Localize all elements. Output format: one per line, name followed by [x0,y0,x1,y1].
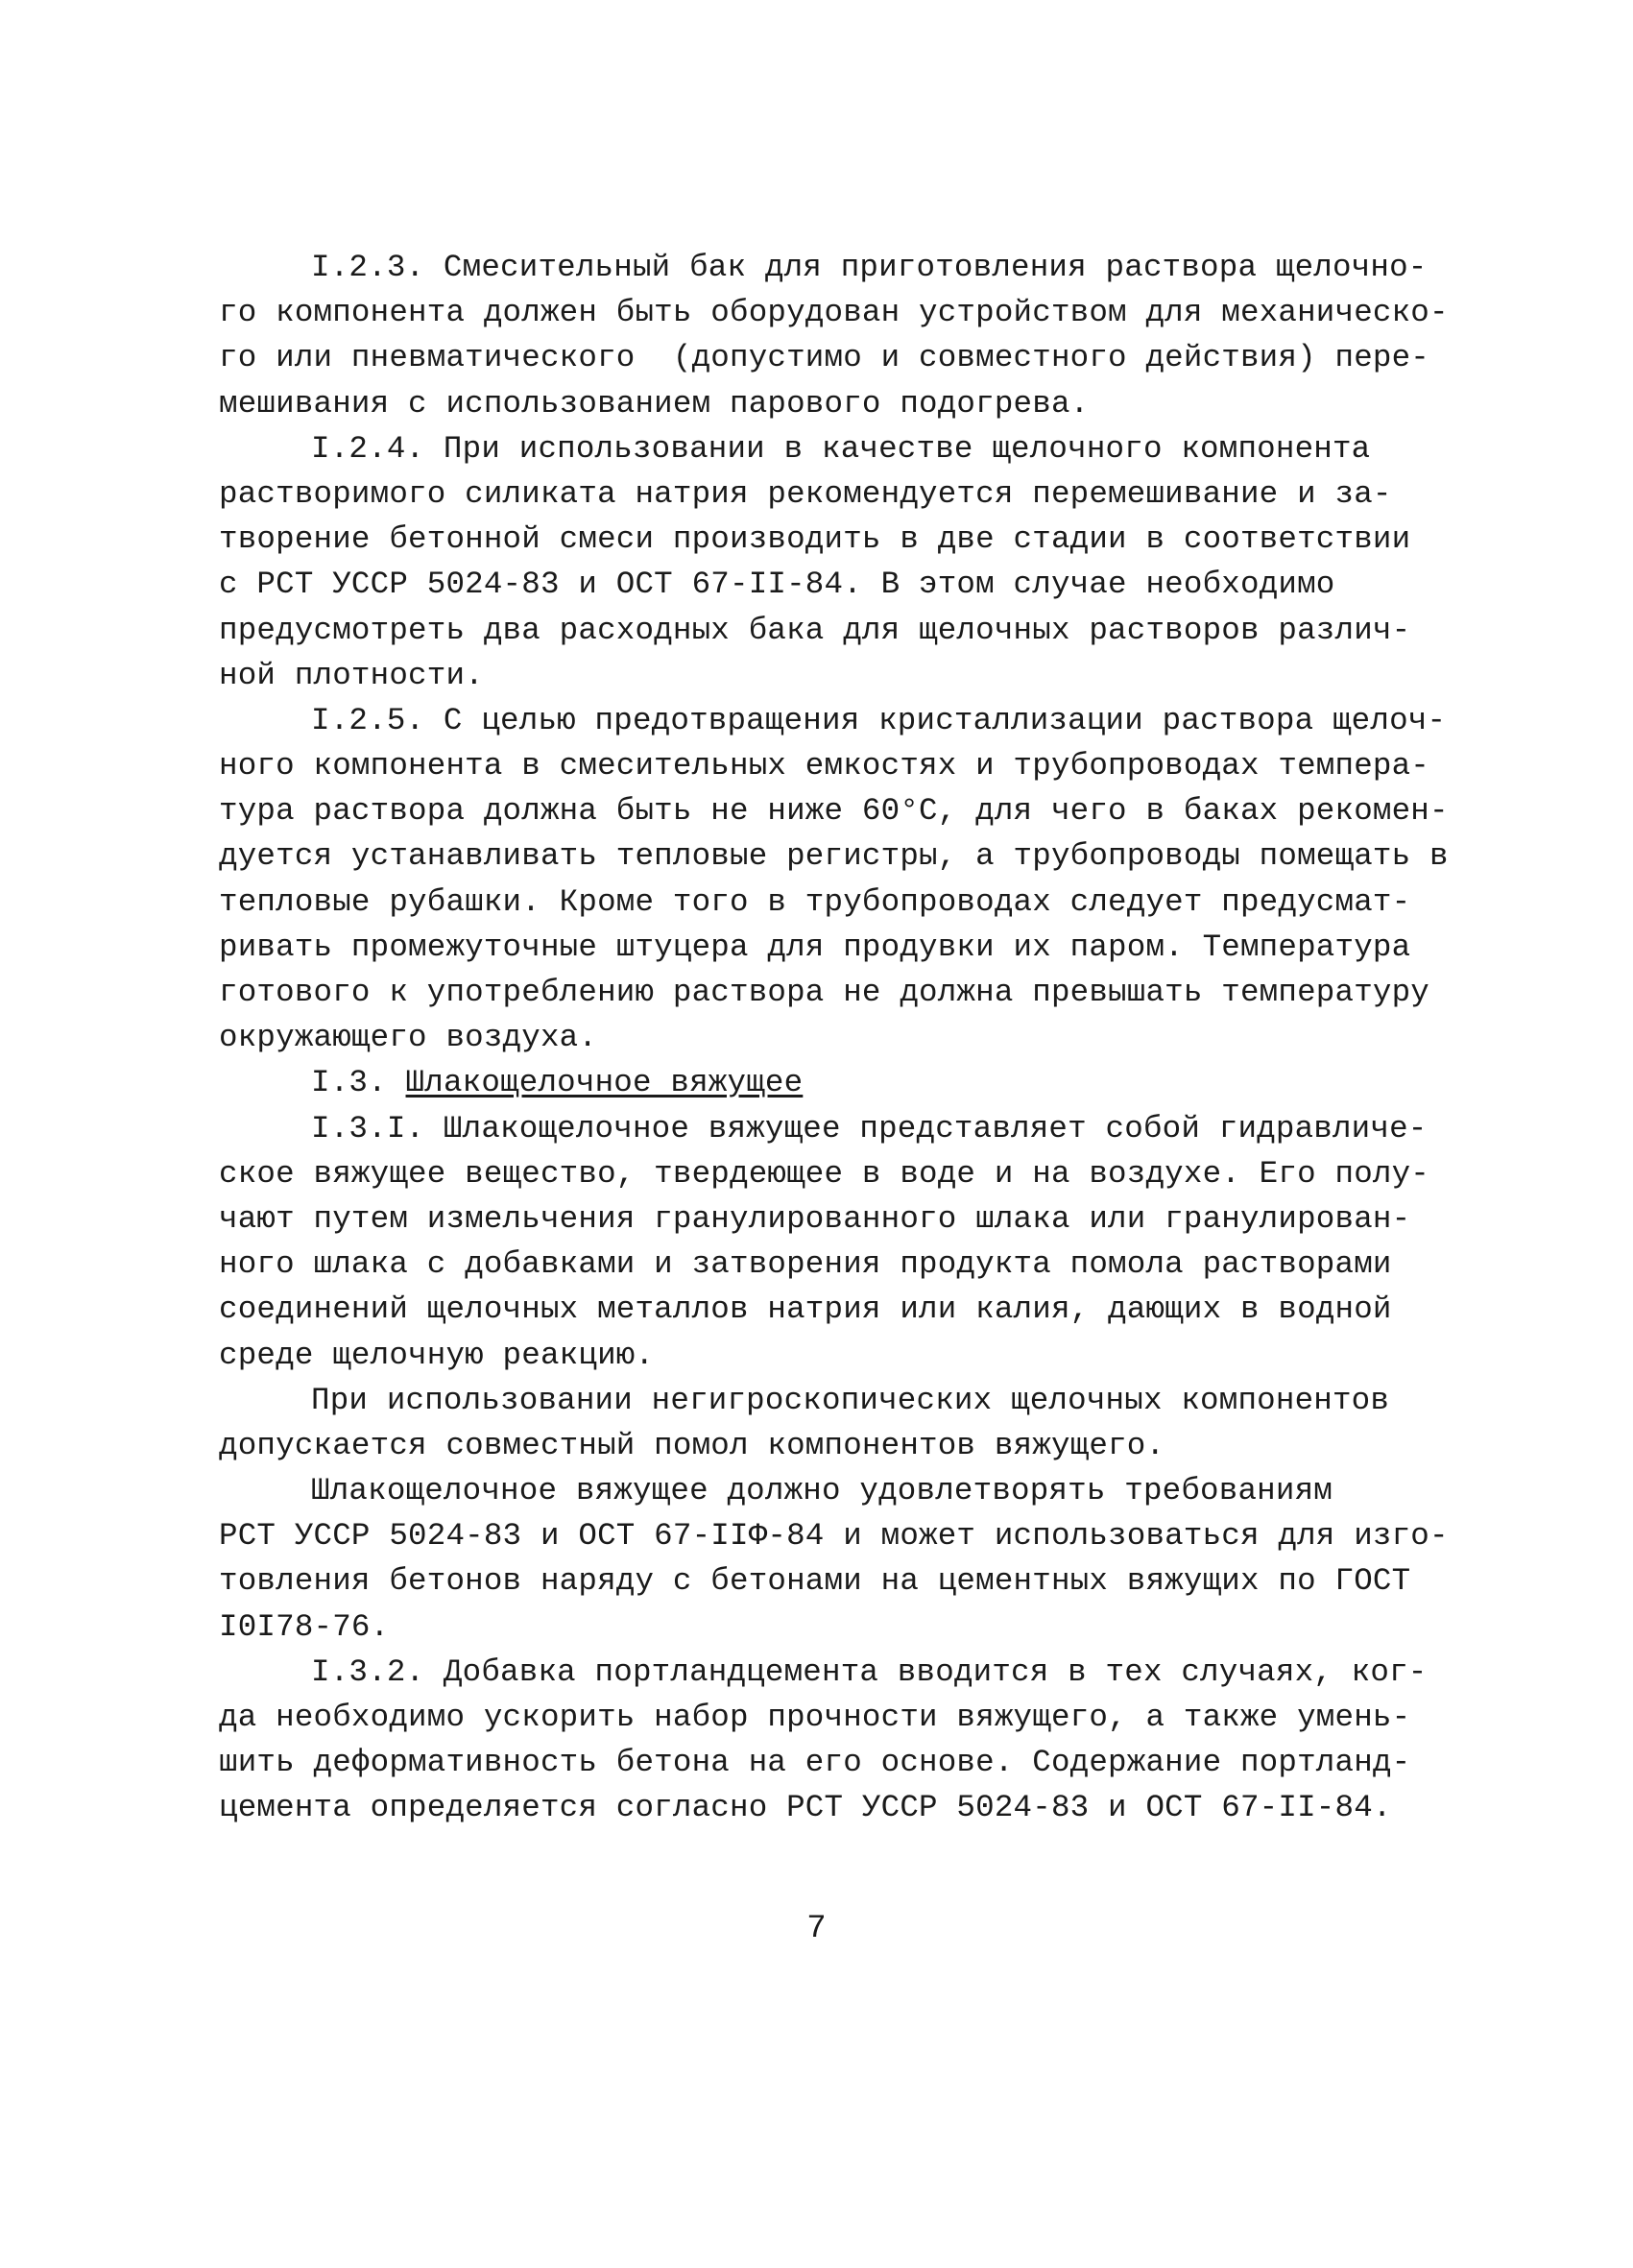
text-line: дуется устанавливать тепловые регистры, а трубопроводы помещать в [219,838,1449,875]
text-line: тепловые рубашки. Кроме того в трубопроводах следует предусмат- [219,883,1411,920]
text-line: готового к употреблению раствора не должна превышать температуру [219,975,1430,1010]
text-line: цемента определяется согласно РСТ УССР 5024-83 и ОСТ 67-II-84. [219,1790,1392,1826]
text-line: окружающего воздуха. [219,1020,598,1056]
text-line: I.3.2. Добавка портландцемента вводится в тех случаях, ког- [311,1653,1428,1690]
text-line: с РСТ УССР 5024-83 и ОСТ 67-II-84. В этом случае необходимо [219,567,1335,603]
text-line: При использовании негигроскопических щелочных компонентов [311,1382,1390,1418]
text-line: I.2.3. Смесительный бак для приготовления раствора щелочно- [311,250,1428,285]
text-line: ной плотности. [219,657,484,693]
text-line: тура раствора должна быть не ниже 60°С, для чего в баках рекомен- [219,793,1449,830]
text-line: чают путем измельчения гранулированного шлака или гранулирован- [219,1200,1411,1237]
text-line: растворимого силиката натрия рекомендуется перемешивание и за- [219,475,1392,512]
text-line: да необходимо ускорить набор прочности вяжущего, а также умень- [219,1700,1411,1735]
text-line: шить деформативность бетона на его основе. Содержание портланд- [219,1745,1411,1781]
text-line: I.2.5. С целью предотвращения кристаллизации раствора щелоч- [311,702,1447,738]
text-line: ного компонента в смесительных емкостях и трубопроводах темпера- [219,748,1430,784]
text-line: I0I78-76. [219,1608,390,1645]
text-line: допускается совместный помол компонентов вяжущего. [219,1427,1165,1463]
text-line: I.3.I. Шлакощелочное вяжущее представляет собой гидравличе- [311,1110,1428,1146]
body-text [219,245,1457,1831]
page-number: 7 [806,1911,827,1947]
text-line: го или пневматического (допустимо и совместного действия) пере- [219,340,1430,376]
text-line: творение бетонной смеси производить в две стадии в соответствии [219,521,1411,558]
text-line: ного шлака с добавками и затворения продукта помола растворами [219,1246,1392,1283]
section-heading-number: I.3. [311,1065,406,1101]
text-line: Шлакощелочное вяжущее должно удовлетворять требованиям [311,1473,1333,1509]
text-line: го компонента должен быть оборудован устройством для механическо- [219,295,1449,331]
text-line: РСТ УССР 5024-83 и ОСТ 67-IIФ-84 и может использоваться для изго- [219,1518,1449,1555]
text-line: соединений щелочных металлов натрия или калия, дающих в водной [219,1291,1392,1328]
text-line: I.2.4. При использовании в качестве щелочного компонента [311,430,1371,467]
text-line: ское вяжущее вещество, твердеющее в воде и на воздухе. Его полу- [219,1155,1430,1192]
text-line: предусмотреть два расходных бака для щелочных растворов различ- [219,612,1411,648]
text-line: товления бетонов наряду с бетонами на цементных вяжущих по ГОСТ [219,1563,1411,1600]
text-line: мешивания с использованием парового подогрева. [219,385,1090,422]
text-line: среде щелочную реакцию. [219,1337,655,1373]
section-heading [219,1060,1457,1105]
text-line: ривать промежуточные штуцера для продувки их паром. Температура [219,929,1411,965]
section-heading-title: Шлакощелочное вяжущее [405,1065,804,1101]
